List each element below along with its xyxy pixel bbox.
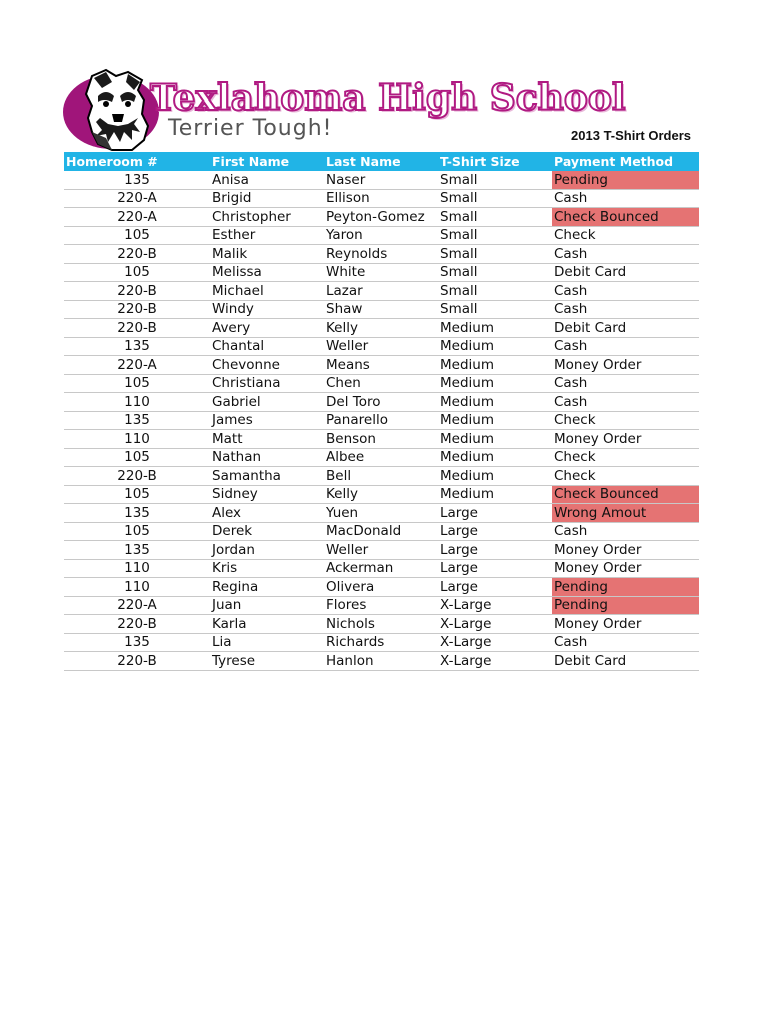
tshirt-size-cell: Small xyxy=(438,189,552,208)
tshirt-size-cell: X-Large xyxy=(438,633,552,652)
homeroom-cell: 220-A xyxy=(64,596,210,615)
orders-table xyxy=(64,152,699,671)
first-name-cell: Melissa xyxy=(210,263,324,282)
payment-method-cell: Check Bounced xyxy=(552,208,699,227)
last-name-cell: Richards xyxy=(324,633,438,652)
table-row xyxy=(64,411,699,430)
last-name-cell: Bell xyxy=(324,467,438,486)
payment-method-cell: Wrong Amout xyxy=(552,504,699,523)
payment-method-cell: Money Order xyxy=(552,430,699,449)
first-name-cell: Sidney xyxy=(210,485,324,504)
table-row xyxy=(64,189,699,208)
tshirt-size-cell: X-Large xyxy=(438,596,552,615)
homeroom-cell: 105 xyxy=(64,263,210,282)
tshirt-size-cell: Large xyxy=(438,522,552,541)
payment-method-cell: Check xyxy=(552,226,699,245)
tshirt-size-cell: Large xyxy=(438,578,552,597)
last-name-cell: Kelly xyxy=(324,485,438,504)
last-name-cell: Panarello xyxy=(324,411,438,430)
homeroom-cell: 220-B xyxy=(64,467,210,486)
tshirt-size-cell: Small xyxy=(438,300,552,319)
payment-method-cell: Cash xyxy=(552,374,699,393)
tshirt-size-cell: Medium xyxy=(438,319,552,338)
tshirt-size-cell: Small xyxy=(438,263,552,282)
last-name-cell: MacDonald xyxy=(324,522,438,541)
table-row xyxy=(64,430,699,449)
last-name-cell: Weller xyxy=(324,541,438,560)
table-row xyxy=(64,522,699,541)
first-name-cell: Avery xyxy=(210,319,324,338)
first-name-cell: Christiana xyxy=(210,374,324,393)
tshirt-size-cell: Large xyxy=(438,504,552,523)
homeroom-cell: 105 xyxy=(64,374,210,393)
payment-method-cell: Money Order xyxy=(552,559,699,578)
table-row xyxy=(64,467,699,486)
homeroom-cell: 135 xyxy=(64,411,210,430)
first-name-cell: Esther xyxy=(210,226,324,245)
homeroom-cell: 135 xyxy=(64,171,210,189)
homeroom-cell: 110 xyxy=(64,430,210,449)
last-name-cell: Olivera xyxy=(324,578,438,597)
first-name-cell: Kris xyxy=(210,559,324,578)
table-row xyxy=(64,208,699,227)
last-name-cell: Means xyxy=(324,356,438,375)
tshirt-size-cell: Small xyxy=(438,208,552,227)
table-row xyxy=(64,485,699,504)
payment-method-cell: Cash xyxy=(552,337,699,356)
first-name-cell: Juan xyxy=(210,596,324,615)
payment-method-cell: Check xyxy=(552,411,699,430)
first-name-cell: Jordan xyxy=(210,541,324,560)
orders-table-body xyxy=(64,171,699,670)
homeroom-cell: 135 xyxy=(64,541,210,560)
table-row xyxy=(64,337,699,356)
first-name-cell: Michael xyxy=(210,282,324,301)
payment-method-cell: Debit Card xyxy=(552,652,699,671)
school-motto: Terrier Tough! xyxy=(168,116,333,141)
tshirt-size-cell: Medium xyxy=(438,337,552,356)
payment-method-cell: Cash xyxy=(552,282,699,301)
last-name-cell: Kelly xyxy=(324,319,438,338)
first-name-cell: Nathan xyxy=(210,448,324,467)
first-name-cell: Tyrese xyxy=(210,652,324,671)
payment-method-cell: Money Order xyxy=(552,615,699,634)
homeroom-cell: 220-B xyxy=(64,300,210,319)
last-name-cell: Weller xyxy=(324,337,438,356)
school-name: Texlahoma High School xyxy=(150,77,626,119)
last-name-cell: Yuen xyxy=(324,504,438,523)
payment-method-cell: Cash xyxy=(552,393,699,412)
page-header xyxy=(0,0,768,155)
tshirt-size-cell: Small xyxy=(438,171,552,189)
payment-method-cell: Check Bounced xyxy=(552,485,699,504)
homeroom-cell: 135 xyxy=(64,633,210,652)
last-name-cell: Benson xyxy=(324,430,438,449)
homeroom-cell: 220-B xyxy=(64,282,210,301)
payment-method-cell: Check xyxy=(552,467,699,486)
table-row xyxy=(64,226,699,245)
tshirt-size-cell: Medium xyxy=(438,393,552,412)
last-name-cell: Chen xyxy=(324,374,438,393)
tshirt-size-cell: Small xyxy=(438,282,552,301)
table-row xyxy=(64,171,699,189)
tshirt-size-cell: Medium xyxy=(438,448,552,467)
first-name-cell: Alex xyxy=(210,504,324,523)
payment-method-cell: Debit Card xyxy=(552,319,699,338)
last-name-cell: Naser xyxy=(324,171,438,189)
last-name-cell: Nichols xyxy=(324,615,438,634)
first-name-cell: James xyxy=(210,411,324,430)
table-row xyxy=(64,578,699,597)
payment-method-cell: Money Order xyxy=(552,541,699,560)
terrier-logo-icon xyxy=(72,66,158,152)
table-row xyxy=(64,448,699,467)
table-header-row xyxy=(64,152,699,171)
last-name-cell: Flores xyxy=(324,596,438,615)
payment-method-cell: Cash xyxy=(552,522,699,541)
tshirt-size-cell: Medium xyxy=(438,411,552,430)
first-name-cell: Gabriel xyxy=(210,393,324,412)
table-row xyxy=(64,652,699,671)
payment-method-cell: Cash xyxy=(552,189,699,208)
last-name-cell: Peyton-Gomez xyxy=(324,208,438,227)
homeroom-cell: 220-B xyxy=(64,615,210,634)
first-name-cell: Anisa xyxy=(210,171,324,189)
table-row xyxy=(64,504,699,523)
homeroom-cell: 105 xyxy=(64,448,210,467)
payment-method-cell: Pending xyxy=(552,171,699,189)
column-header-last-name: Last Name xyxy=(326,154,401,169)
column-header-homeroom: Homeroom # xyxy=(66,154,158,169)
homeroom-cell: 220-A xyxy=(64,208,210,227)
first-name-cell: Windy xyxy=(210,300,324,319)
homeroom-cell: 220-B xyxy=(64,245,210,264)
tshirt-size-cell: Large xyxy=(438,559,552,578)
homeroom-cell: 105 xyxy=(64,226,210,245)
table-row xyxy=(64,245,699,264)
homeroom-cell: 110 xyxy=(64,578,210,597)
last-name-cell: Del Toro xyxy=(324,393,438,412)
table-row xyxy=(64,633,699,652)
homeroom-cell: 105 xyxy=(64,522,210,541)
table-row xyxy=(64,615,699,634)
first-name-cell: Malik xyxy=(210,245,324,264)
tshirt-size-cell: Large xyxy=(438,541,552,560)
column-header-first-name: First Name xyxy=(212,154,290,169)
homeroom-cell: 220-A xyxy=(64,189,210,208)
table-row xyxy=(64,300,699,319)
last-name-cell: Shaw xyxy=(324,300,438,319)
first-name-cell: Derek xyxy=(210,522,324,541)
first-name-cell: Lia xyxy=(210,633,324,652)
payment-method-cell: Check xyxy=(552,448,699,467)
last-name-cell: Lazar xyxy=(324,282,438,301)
last-name-cell: Yaron xyxy=(324,226,438,245)
homeroom-cell: 220-B xyxy=(64,652,210,671)
tshirt-size-cell: Medium xyxy=(438,430,552,449)
last-name-cell: White xyxy=(324,263,438,282)
last-name-cell: Ellison xyxy=(324,189,438,208)
tshirt-size-cell: Small xyxy=(438,245,552,264)
payment-method-cell: Cash xyxy=(552,300,699,319)
table-row xyxy=(64,374,699,393)
first-name-cell: Christopher xyxy=(210,208,324,227)
homeroom-cell: 135 xyxy=(64,337,210,356)
table-row xyxy=(64,263,699,282)
column-header-tshirt-size: T-Shirt Size xyxy=(440,154,520,169)
tshirt-size-cell: Medium xyxy=(438,467,552,486)
table-row xyxy=(64,282,699,301)
table-row xyxy=(64,356,699,375)
table-row xyxy=(64,559,699,578)
payment-method-cell: Cash xyxy=(552,633,699,652)
table-row xyxy=(64,393,699,412)
first-name-cell: Karla xyxy=(210,615,324,634)
table-row xyxy=(64,541,699,560)
tshirt-size-cell: Small xyxy=(438,226,552,245)
first-name-cell: Chevonne xyxy=(210,356,324,375)
homeroom-cell: 110 xyxy=(64,393,210,412)
tshirt-size-cell: Medium xyxy=(438,485,552,504)
homeroom-cell: 220-A xyxy=(64,356,210,375)
homeroom-cell: 135 xyxy=(64,504,210,523)
homeroom-cell: 110 xyxy=(64,559,210,578)
table-row xyxy=(64,596,699,615)
first-name-cell: Matt xyxy=(210,430,324,449)
first-name-cell: Samantha xyxy=(210,467,324,486)
first-name-cell: Chantal xyxy=(210,337,324,356)
tshirt-size-cell: X-Large xyxy=(438,652,552,671)
payment-method-cell: Pending xyxy=(552,596,699,615)
first-name-cell: Regina xyxy=(210,578,324,597)
payment-method-cell: Money Order xyxy=(552,356,699,375)
tshirt-size-cell: X-Large xyxy=(438,615,552,634)
last-name-cell: Hanlon xyxy=(324,652,438,671)
homeroom-cell: 105 xyxy=(64,485,210,504)
payment-method-cell: Cash xyxy=(552,245,699,264)
tshirt-size-cell: Medium xyxy=(438,374,552,393)
first-name-cell: Brigid xyxy=(210,189,324,208)
payment-method-cell: Pending xyxy=(552,578,699,597)
homeroom-cell: 220-B xyxy=(64,319,210,338)
tshirt-size-cell: Medium xyxy=(438,356,552,375)
orders-title: 2013 T-Shirt Orders xyxy=(571,128,691,143)
column-header-payment-method: Payment Method xyxy=(554,154,674,169)
last-name-cell: Reynolds xyxy=(324,245,438,264)
last-name-cell: Ackerman xyxy=(324,559,438,578)
payment-method-cell: Debit Card xyxy=(552,263,699,282)
table-row xyxy=(64,319,699,338)
last-name-cell: Albee xyxy=(324,448,438,467)
